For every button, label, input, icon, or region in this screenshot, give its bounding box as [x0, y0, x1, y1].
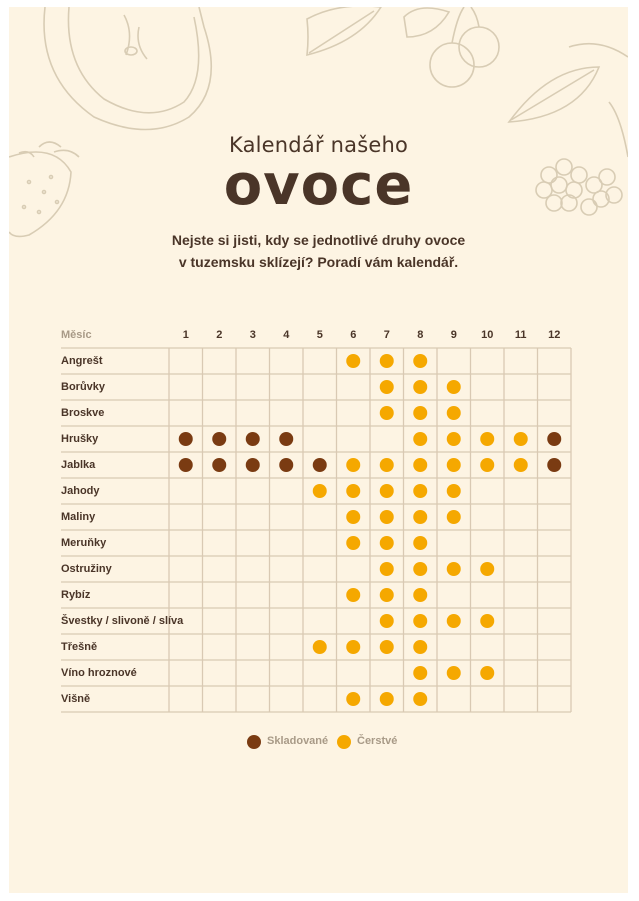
- page-title: ovoce: [223, 153, 414, 218]
- fresh-dot: [447, 666, 461, 680]
- fresh-legend-dot: [337, 735, 351, 749]
- month-label: 4: [283, 329, 290, 341]
- month-label: 7: [383, 329, 390, 341]
- fruit-name: Jablka: [61, 459, 96, 471]
- month-header-label: Měsíc: [61, 329, 92, 341]
- stored-dot: [279, 458, 293, 472]
- fruit-name: Broskve: [61, 407, 105, 419]
- fresh-dot: [346, 692, 360, 706]
- stored-dot: [313, 458, 327, 472]
- fruit-name: Víno hroznové: [61, 667, 137, 679]
- stored-dot: [547, 458, 561, 472]
- month-label: 3: [249, 329, 256, 341]
- fresh-dot: [346, 458, 360, 472]
- fresh-dot: [313, 484, 327, 498]
- calendar-grid: [9, 7, 628, 893]
- fresh-dot: [413, 588, 427, 602]
- fresh-dot: [447, 484, 461, 498]
- subtitle-line-1: Nejste si jisti, kdy se jednotlivé druhy ovoce: [171, 232, 466, 248]
- fresh-dot: [480, 458, 494, 472]
- fresh-dot: [413, 536, 427, 550]
- stored-dot: [212, 432, 226, 446]
- fresh-dot: [413, 614, 427, 628]
- fresh-dot: [447, 614, 461, 628]
- stored-dot: [547, 432, 561, 446]
- fresh-dot: [447, 510, 461, 524]
- fresh-dot: [413, 666, 427, 680]
- month-label: 12: [548, 329, 561, 341]
- fresh-dot: [413, 354, 427, 368]
- fresh-dot: [413, 692, 427, 706]
- fresh-dot: [346, 510, 360, 524]
- fresh-dot: [346, 536, 360, 550]
- stored-dot: [279, 432, 293, 446]
- fresh-dot: [380, 380, 394, 394]
- fresh-dot: [514, 458, 528, 472]
- fresh-dot: [380, 640, 394, 654]
- fresh-dot: [447, 562, 461, 576]
- fruit-name: Angrešt: [61, 355, 103, 367]
- fruit-name: Ostružiny: [61, 563, 112, 575]
- fruit-name: Hrušky: [61, 433, 99, 445]
- stored-dot: [246, 432, 260, 446]
- fresh-dot: [380, 484, 394, 498]
- month-label: 2: [216, 329, 223, 341]
- month-label: 5: [316, 329, 323, 341]
- fresh-dot: [346, 484, 360, 498]
- fresh-dot: [413, 458, 427, 472]
- fresh-dot: [413, 380, 427, 394]
- fresh-dot: [380, 536, 394, 550]
- month-label: 11: [514, 329, 527, 341]
- title-small: Kalendář našeho: [228, 133, 409, 157]
- subtitle-line-2: v tuzemsku sklízejí? Poradí vám kalendář.: [178, 254, 459, 270]
- fresh-dot: [447, 458, 461, 472]
- fresh-dot: [480, 614, 494, 628]
- month-label: 1: [182, 329, 189, 341]
- fresh-dot: [413, 640, 427, 654]
- fresh-dot: [380, 588, 394, 602]
- stored-dot: [179, 432, 193, 446]
- month-label: 10: [481, 329, 494, 341]
- fresh-dot: [480, 562, 494, 576]
- fresh-dot: [380, 354, 394, 368]
- fresh-dot: [480, 432, 494, 446]
- fresh-dot: [447, 406, 461, 420]
- fruit-name: Maliny: [61, 511, 96, 523]
- fresh-dot: [413, 432, 427, 446]
- fresh-dot: [413, 484, 427, 498]
- month-label: 8: [417, 329, 424, 341]
- fresh-dot: [346, 588, 360, 602]
- fresh-dot: [514, 432, 528, 446]
- stored-dot: [179, 458, 193, 472]
- legend: [9, 734, 628, 750]
- fresh-legend-label: Čerstvé: [357, 735, 398, 747]
- fresh-dot: [413, 510, 427, 524]
- fresh-dot: [380, 406, 394, 420]
- fresh-dot: [413, 406, 427, 420]
- fresh-dot: [480, 666, 494, 680]
- stored-dot: [246, 458, 260, 472]
- fruit-name: Švestky / slivoně / slíva: [61, 615, 184, 627]
- fresh-dot: [313, 640, 327, 654]
- fruit-name: Třešně: [61, 641, 98, 653]
- fresh-dot: [447, 432, 461, 446]
- fruit-name: Rybíz: [61, 589, 91, 601]
- fresh-dot: [380, 458, 394, 472]
- fresh-dot: [380, 510, 394, 524]
- stored-legend-label: Skladované: [267, 735, 329, 747]
- fruit-name: Borůvky: [61, 381, 106, 393]
- fresh-dot: [447, 380, 461, 394]
- month-label: 6: [350, 329, 357, 341]
- fruit-name: Jahody: [61, 485, 100, 497]
- fruit-name: Meruňky: [61, 537, 107, 549]
- fresh-dot: [380, 692, 394, 706]
- stored-legend-dot: [247, 735, 261, 749]
- fresh-dot: [413, 562, 427, 576]
- fresh-dot: [346, 354, 360, 368]
- stored-dot: [212, 458, 226, 472]
- fruit-name: Višně: [61, 693, 91, 705]
- month-label: 9: [450, 329, 457, 341]
- fresh-dot: [380, 614, 394, 628]
- fresh-dot: [380, 562, 394, 576]
- fresh-dot: [346, 640, 360, 654]
- calendar-page: [9, 7, 628, 893]
